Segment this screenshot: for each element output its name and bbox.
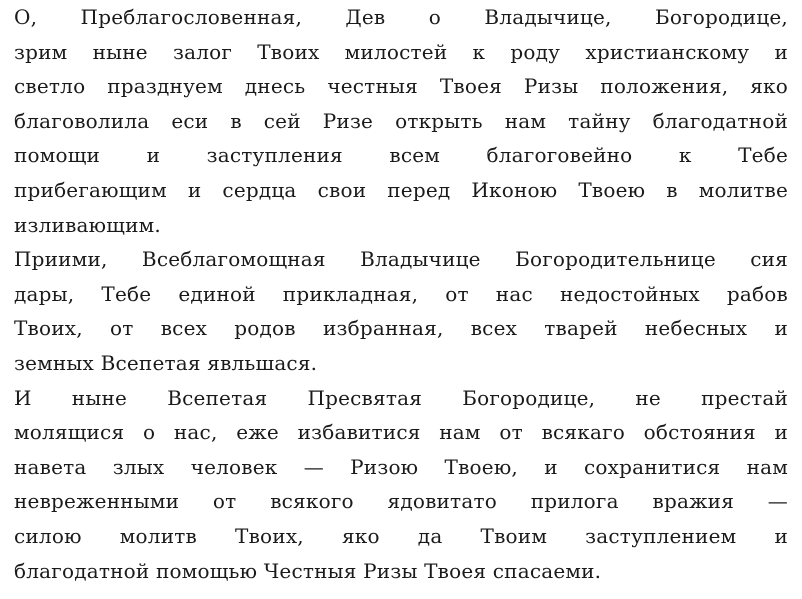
text-line: навета злых человек — Ризою Твоею, и сохранитися нам — [14, 454, 788, 479]
text-line: И ныне Всепетая Пресвятая Богородице, не престай — [14, 385, 788, 410]
text-line: дары, Тебе единой прикладная, от нас недостойных рабов — [14, 281, 788, 306]
text-line: прибегающим и сердца свои перед Иконою Твоею в молитве — [14, 177, 788, 202]
text-line: силою молитв Твоих, яко да Твоим заступлением и — [14, 523, 788, 548]
text-line: невреженными от всякого ядовитато прилога вражия — — [14, 489, 788, 514]
text-line: молящися о нас, еже избавитися нам от всякаго обстояния и — [14, 420, 788, 445]
text-line: земных Всепетая явльшася. — [14, 350, 318, 375]
text-line: О, Преблагословенная, Дев о Владычице, Богородице, — [14, 5, 788, 29]
text-line: Приими, Всеблагомощная Владычице Богородительнице сия — [14, 247, 788, 272]
text-line: благодатной помощью Честныя Ризы Твоея спасаеми. — [14, 558, 602, 583]
text-line: зрим ныне залог Твоих милостей к роду христианскому и — [14, 39, 788, 64]
text-line: благоволила еси в сей Ризе открыть нам тайну благодатной — [14, 108, 788, 133]
prayer-text-block — [14, 0, 788, 588]
text-line: Твоих, от всех родов избранная, всех тварей небесных и — [14, 316, 788, 341]
text-line: изливающим. — [14, 212, 161, 237]
text-line: светло празднуем днесь честныя Твоея Ризы положения, яко — [14, 74, 788, 99]
text-line: помощи и заступления всем благоговейно к Тебе — [14, 143, 788, 168]
